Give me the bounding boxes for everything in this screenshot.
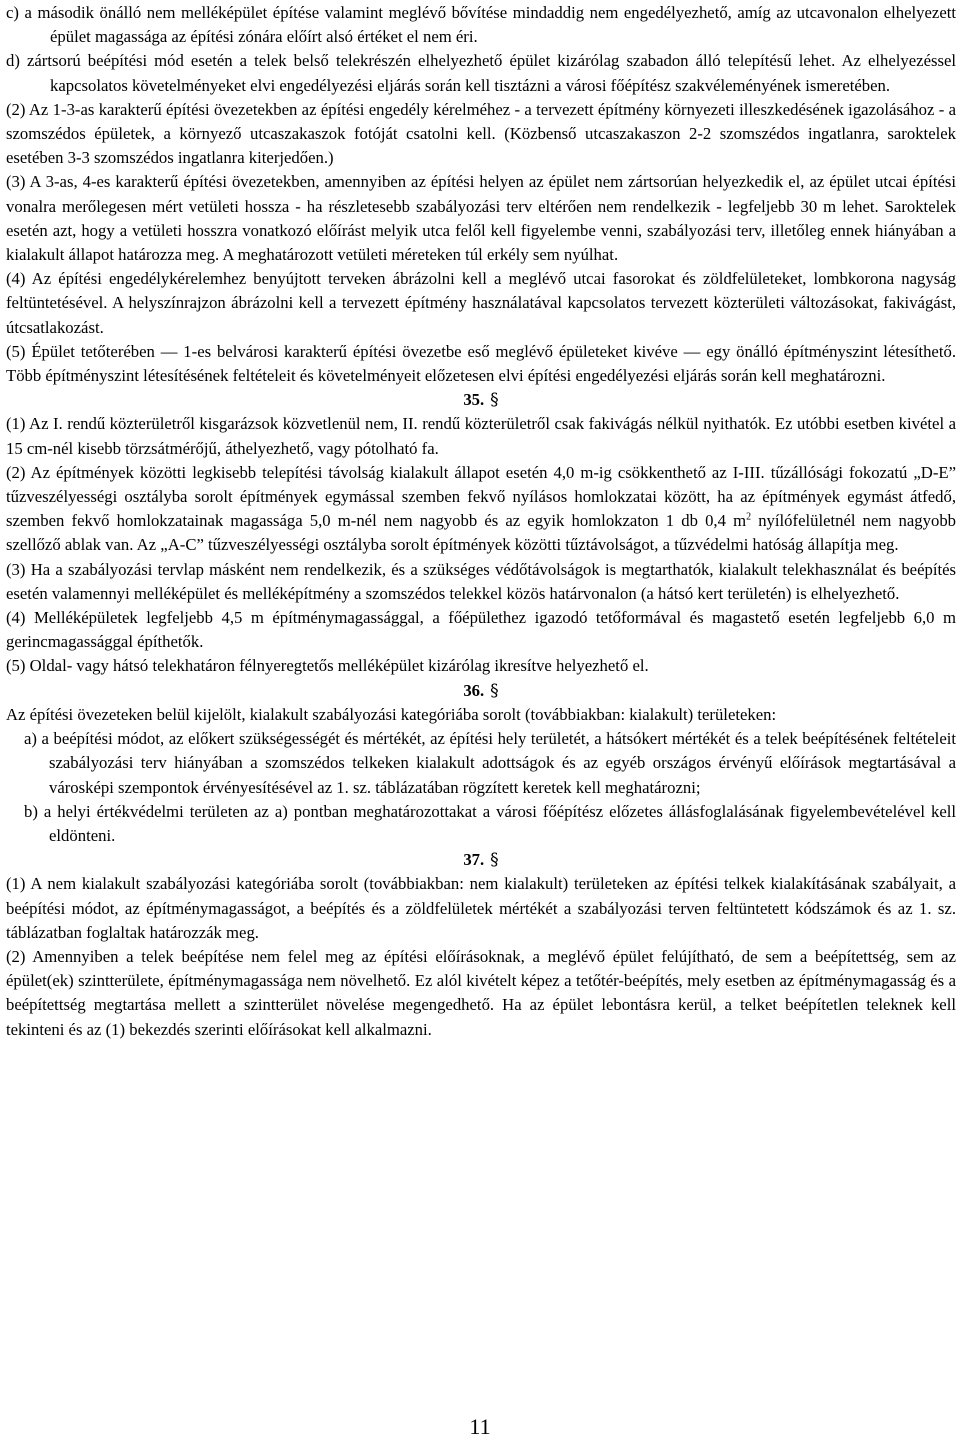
- sec35-p2-text-a: (2) Az építmények közötti legkisebb telepítési távolság kialakult állapot esetén 4,0 m-ig csökkenthető az I-III. tűzállósági fokozatú „D-E” tűzveszélyességi osztályba sorolt építmények egymással szemben fekvő nyílásos homlokzatai között, ha az építmények egymást átfedő, szemben fekvő homlokzatainak magassága 5,0 m-nél nem nagyobb és az egyik homlokzaton 1 db 0,4 m: [6, 462, 956, 531]
- page-number: 11: [469, 1414, 491, 1439]
- list-text-d: zártsorú beépítési mód esetén a telek belső telekrészén elhelyezhető épület kizárólag szabadon álló telepítésű lehet. Az elhelyezéssel kapcsolatos követelményeket elvi engedélyezési eljárás során kell tisztázni a városi főépítész szakvéleményének ismeretében.: [26, 51, 957, 95]
- section-heading-35: [6, 388, 956, 412]
- section-symbol: §: [490, 390, 499, 411]
- sec37-paragraph-1: (1) A nem kialakult szabályozási kategóriába sorolt (továbbiakban: nem kialakult) területeken az építési telkek kialakításának szabályait, a beépítési módot, az építménymagasságot, a beépítés és a zöldfelületek mértékét a szabályozási terven feltüntetett kódszámok és az 1. sz. táblázatban foglaltak határozzák meg.: [6, 874, 956, 942]
- section-number: 37.: [463, 850, 485, 870]
- document-page: [6, 1, 956, 1042]
- list-text-a: a beépítési módot, az előkert szükségességét és mértékét, az építési hely területét, a hátsókert mértékét és a telek beépítésének feltételeit szabályozási terv hiányában a szomszédos telkeken kialakult adottságok és az egyéb országos érvényű előírások megtartásával a városképi szempontok érvényesítésével az 1. sz. táblázatában rögzített keretek kell meghatározni;: [41, 729, 956, 797]
- sec35-paragraph-2: [6, 461, 956, 558]
- superscript-2: 2: [746, 511, 752, 523]
- list-text-c: a második önálló nem melléképület építése valamint meglévő bővítése mindaddig nem engedélyezhető, amíg az utcavonalon elhelyezett épület magassága az építési zónára előírt alsó értéket el nem éri.: [24, 3, 957, 47]
- sec35-paragraph-1: (1) Az I. rendű közterületről kisgarázsok közvetlenül nem, II. rendű közterületről csak fakivágás nélkül nyithatók. Ez utóbbi esetben kivétel a 15 cm-nél kisebb törzsátmérőjű, áthelyezhető, vagy pótolható fa.: [6, 414, 956, 458]
- sec35-paragraph-5: (5) Oldal- vagy hátsó telekhatáron félnyeregtetős melléképület kizárólag ikresítve helyezhető el.: [6, 656, 649, 676]
- paragraph-5: (5) Épület tetőterében — 1-es belvárosi karakterű építési övezetbe eső meglévő épületeket kivéve — egy önálló építményszint létesíthető. Több építményszint létesítésének feltételeit és követelményeit előzetesen elvi építési engedélyezési eljárás során kell meghatározni.: [6, 341, 956, 386]
- list-marker-d: d): [6, 51, 20, 71]
- sec36-intro: Az építési övezeteken belül kijelölt, kialakult szabályozási kategóriába sorolt (továbbiakban: kialakult) területeken:: [6, 704, 777, 724]
- section-heading-36: [6, 679, 956, 703]
- section-number: 35.: [463, 390, 485, 410]
- section-symbol: §: [490, 680, 499, 701]
- sec35-p2-text-b: nyílófelületnél nem nagyobb szellőző ablak van. Az „A-C” tűzveszélyességi osztályba sorolt építmények közötti tűztávolságot, a tűzvédelmi hatóság állapítja meg.: [6, 511, 957, 555]
- section-number: 36.: [463, 680, 485, 700]
- sec35-paragraph-3: (3) Ha a szabályozási tervlap másként nem rendelkezik, és a szükséges védőtávolságok is megtarthatók, kialakult telekhasználat és beépítés esetén valamennyi melléképület és melléképítmény a szomszédos telekkel közös határvonalon (a hátsó kert területén) is elhelyezhető.: [6, 559, 956, 603]
- section-heading-37: [6, 848, 956, 872]
- sec35-paragraph-4: (4) Melléképületek legfeljebb 4,5 m építménymagassággal, a főépülethez igazodó tetőformával és magastető esetén legfeljebb 6,0 m gerincmagassággal építhetők.: [6, 608, 956, 652]
- sec36-list-item-b: [6, 800, 956, 848]
- paragraph-3: (3) A 3-as, 4-es karakterű építési övezetekben, amennyiben az építési helyen az épület nem zártsorúan helyezkedik el, az épület utcai építési vonalra merőlegesen mért vetületi hossza - ha részletesebb szabályozási terv eltérően nem rendelkezik - legfeljebb 30 m lehet. Saroktelek esetén azt, hogy a vetületi hosszra vonatkozó előírást melyik utca felől kell figyelembe venni, szabályozási terv, illetőleg ennek hiányában a kialakult állapot határozza meg. A meghatározott vetületi méreteken túl erkély sem nyúlhat.: [6, 172, 956, 265]
- section-symbol: §: [490, 850, 499, 871]
- paragraph-2: (2) Az 1-3-as karakterű építési övezetekben az építési engedély kérelméhez - a tervezett építmény környezeti illeszkedésének igazolásához - a szomszédos épületek, a környező utcaszakaszok fotóját csatolni kell. (Közbenső utcaszakaszon 2-2 szomszédos ingatlanra, saroktelek esetében 3-3 szomszédos ingatlanra kiterjedően.): [6, 99, 956, 168]
- list-marker-c: c): [6, 3, 19, 22]
- sec37-paragraph-2: (2) Amennyiben a telek beépítése nem felel meg az építési előírásoknak, a meglévő épület felújítható, de sem a beépítettség, sem az épület(ek) szintterülete, építménymagassága nem növelhető. Ez alól kivételt képez a tetőtér-beépítés, mely esetben az építménymagasság és a beépítettség megtartása mellett a szintterület növelése megengedhető. Ha az épület lebontásra kerül, a telket beépítetlen teleknek kell tekinteni és az (1) bekezdés szerinti előírásokat kell alkalmazni.: [6, 946, 956, 1039]
- paragraph-4: (4) Az építési engedélykérelemhez benyújtott terveken ábrázolni kell a meglévő utcai fasorokat és zöldfelületeket, lombkorona nagyság feltüntetésével. A helyszínrajzon ábrázolni kell a tervezett építmény használatával kapcsolatos tervezett közterületi változásokat, fakivágást, útcsatlakozást.: [6, 269, 956, 337]
- list-marker-b: b): [24, 801, 38, 821]
- list-item-c: [6, 1, 956, 49]
- list-item-d: [6, 49, 956, 97]
- sec36-list-item-a: [6, 727, 956, 800]
- list-marker-a: a): [24, 729, 37, 749]
- list-text-b: a helyi értékvédelmi területen az a) pontban meghatározottakat a városi főépítész előzetes állásfoglalásának figyelembevételével kell eldönteni.: [43, 801, 957, 845]
